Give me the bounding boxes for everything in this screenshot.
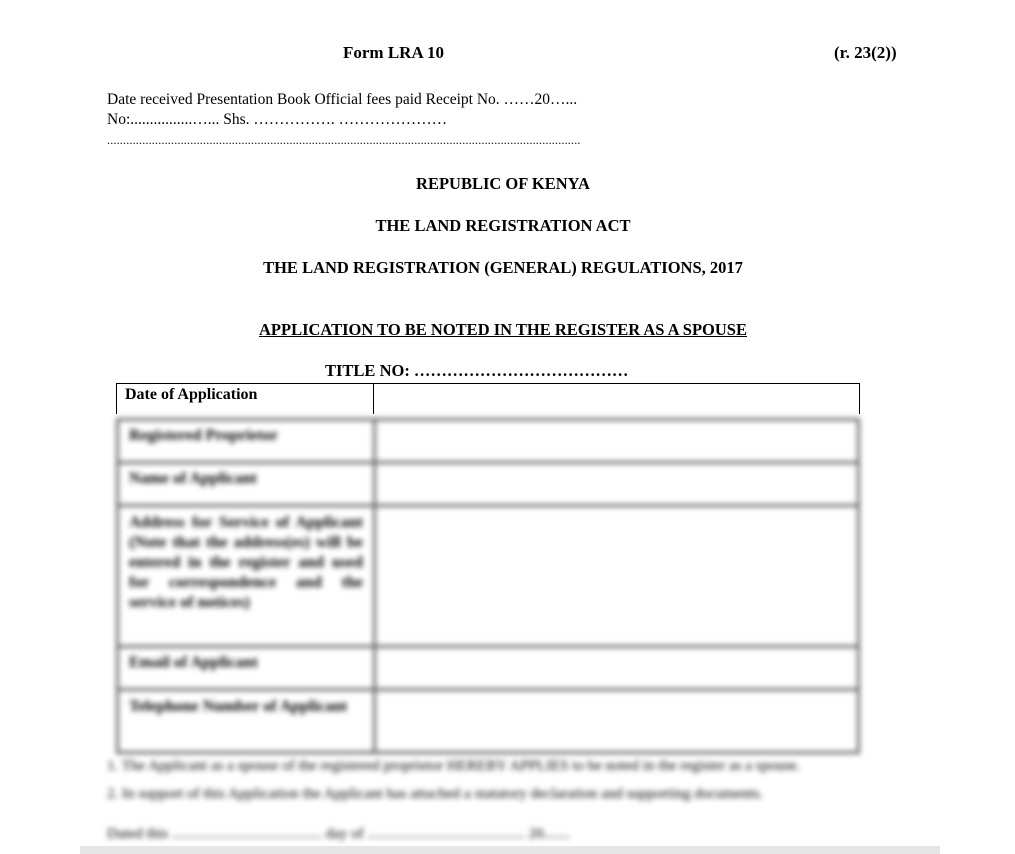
registered-proprietor-label: Registered Proprietor <box>118 420 375 463</box>
table-row <box>118 463 859 506</box>
application-table-top <box>116 383 860 414</box>
telephone-label: Telephone Number of Applicant <box>118 690 375 753</box>
heading-application: APPLICATION TO BE NOTED IN THE REGISTER AS A SPOUSE <box>259 320 747 339</box>
applicant-name-field[interactable] <box>375 463 859 506</box>
form-id: Form LRA 10 <box>343 43 445 62</box>
registered-proprietor-field[interactable] <box>375 420 859 463</box>
note-2: 2. In support of this Application the Applicant has attached a statutory declaration and supporting documents. <box>107 786 764 802</box>
table-row <box>118 690 859 753</box>
receipt-line-1: Date received Presentation Book Official fees paid Receipt No. ……20…... <box>107 91 578 108</box>
heading-republic: REPUBLIC OF KENYA <box>416 174 590 193</box>
receipt-block <box>107 90 577 130</box>
dotted-line: .................................................................................................................................................... <box>107 133 581 147</box>
title-number: TITLE NO: ………………………………… <box>325 361 629 380</box>
page-edge <box>80 846 940 854</box>
dated-line: Dated this ........................................ day of .......................................... 20....... <box>107 826 570 842</box>
email-field[interactable] <box>375 647 859 690</box>
heading-regulations: THE LAND REGISTRATION (GENERAL) REGULATIONS, 2017 <box>263 258 743 277</box>
table-row <box>118 647 859 690</box>
table-row <box>118 506 859 647</box>
table-row <box>118 420 859 463</box>
telephone-field[interactable] <box>375 690 859 753</box>
date-of-application-label: Date of Application <box>117 384 374 415</box>
applicant-name-label: Name of Applicant <box>118 463 375 506</box>
rule-reference: (r. 23(2)) <box>834 43 897 62</box>
address-field[interactable] <box>375 506 859 647</box>
email-label: Email of Applicant <box>118 647 375 690</box>
note-1: 1. The Applicant as a spouse of the registered proprietor HEREBY APPLIES to be noted in the register as a spouse. <box>107 758 801 774</box>
receipt-line-2: No:................…... Shs. ……………. ………………… <box>107 111 448 128</box>
address-label: Address for Service of Applicant (Note that the address(es) will be entered in the register and used for correspondence and the service of notices) <box>118 506 375 647</box>
date-of-application-field[interactable] <box>374 384 860 415</box>
heading-act: THE LAND REGISTRATION ACT <box>375 216 631 235</box>
table-row <box>117 384 860 415</box>
application-table-blurred <box>116 418 860 754</box>
